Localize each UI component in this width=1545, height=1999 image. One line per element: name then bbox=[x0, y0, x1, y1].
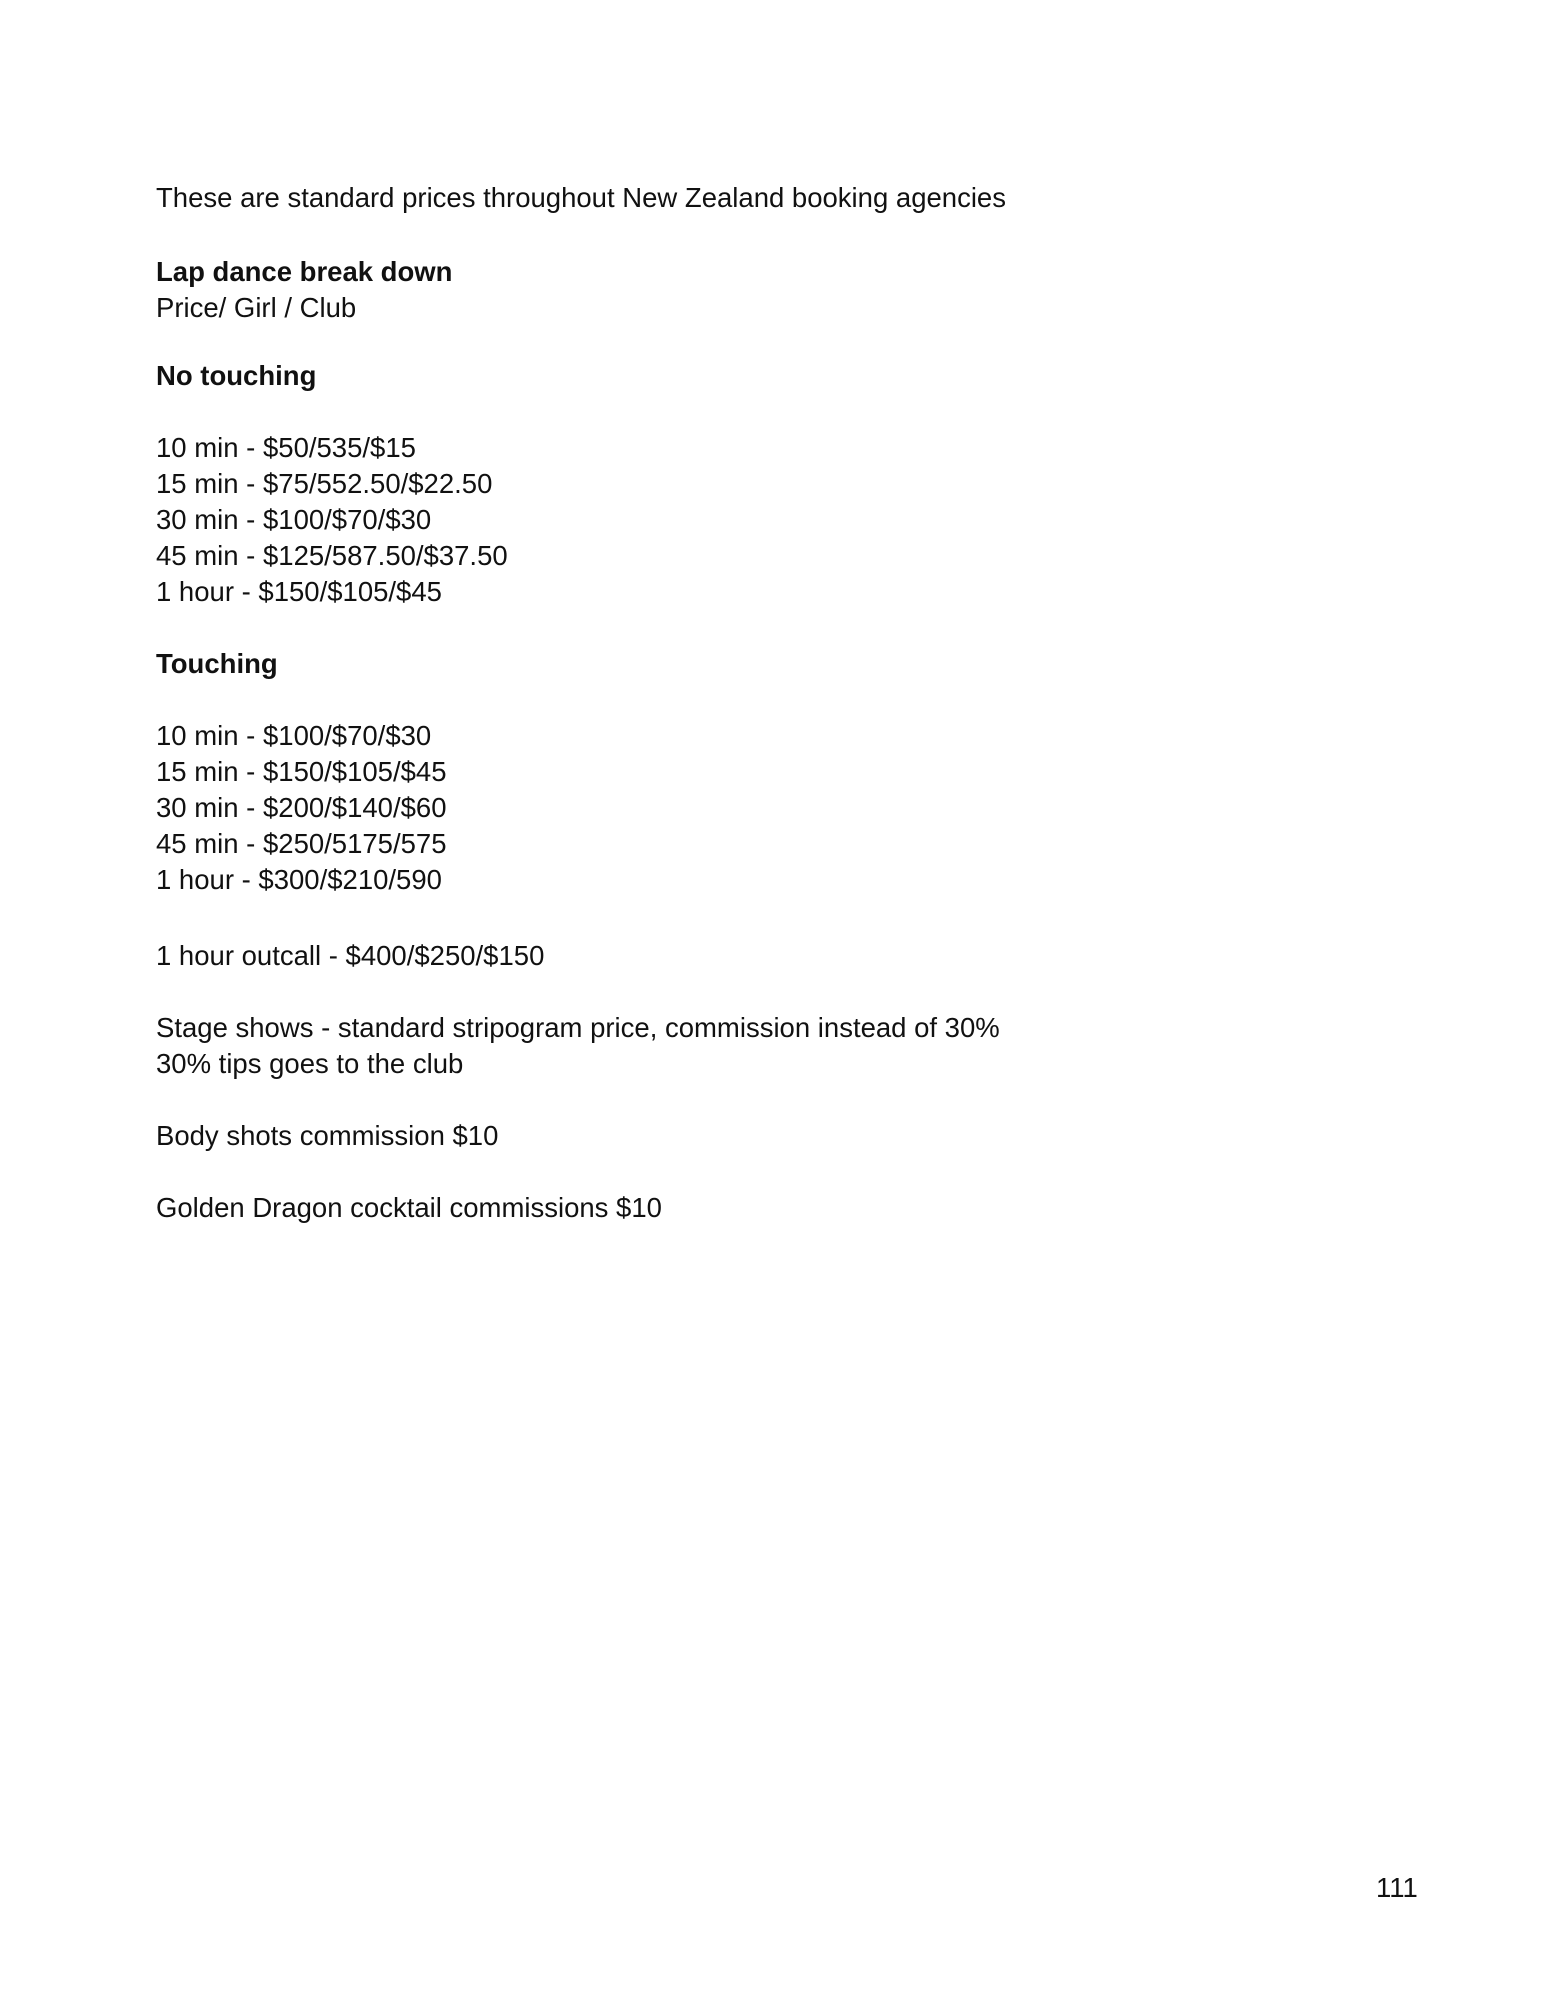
no-touching-price-list bbox=[156, 430, 1386, 610]
price-line: 1 hour - $150/$105/$45 bbox=[156, 576, 442, 607]
price-line: 10 min - $100/$70/$30 bbox=[156, 720, 432, 751]
touching-price-list bbox=[156, 718, 1386, 898]
no-touching-heading: No touching bbox=[156, 360, 317, 391]
touching-heading: Touching bbox=[156, 648, 278, 679]
price-line: 45 min - $250/5175/575 bbox=[156, 828, 447, 859]
outcall-line: 1 hour outcall - $400/$250/$150 bbox=[156, 940, 545, 971]
stage-shows-line: Stage shows - standard stripogram price, commission instead of 30% bbox=[156, 1012, 1000, 1043]
golden-dragon-line: Golden Dragon cocktail commissions $10 bbox=[156, 1192, 662, 1223]
price-line: 15 min - $150/$105/$45 bbox=[156, 756, 447, 787]
body-shots-line: Body shots commission $10 bbox=[156, 1120, 499, 1151]
price-line: 15 min - $75/552.50/$22.50 bbox=[156, 468, 493, 499]
document-page bbox=[156, 180, 1386, 1226]
price-line: 10 min - $50/535/$15 bbox=[156, 432, 416, 463]
price-line: 1 hour - $300/$210/590 bbox=[156, 864, 442, 895]
stage-shows-block bbox=[156, 1010, 1386, 1082]
breakdown-heading: Lap dance break down bbox=[156, 256, 453, 287]
stage-shows-tips-line: 30% tips goes to the club bbox=[156, 1048, 464, 1079]
price-line: 45 min - $125/587.50/$37.50 bbox=[156, 540, 508, 571]
breakdown-subheading: Price/ Girl / Club bbox=[156, 292, 357, 323]
price-line: 30 min - $100/$70/$30 bbox=[156, 504, 432, 535]
page-number: 111 bbox=[1376, 1872, 1418, 1903]
intro-text: These are standard prices throughout New Zealand booking agencies bbox=[156, 182, 1006, 213]
price-line: 30 min - $200/$140/$60 bbox=[156, 792, 447, 823]
